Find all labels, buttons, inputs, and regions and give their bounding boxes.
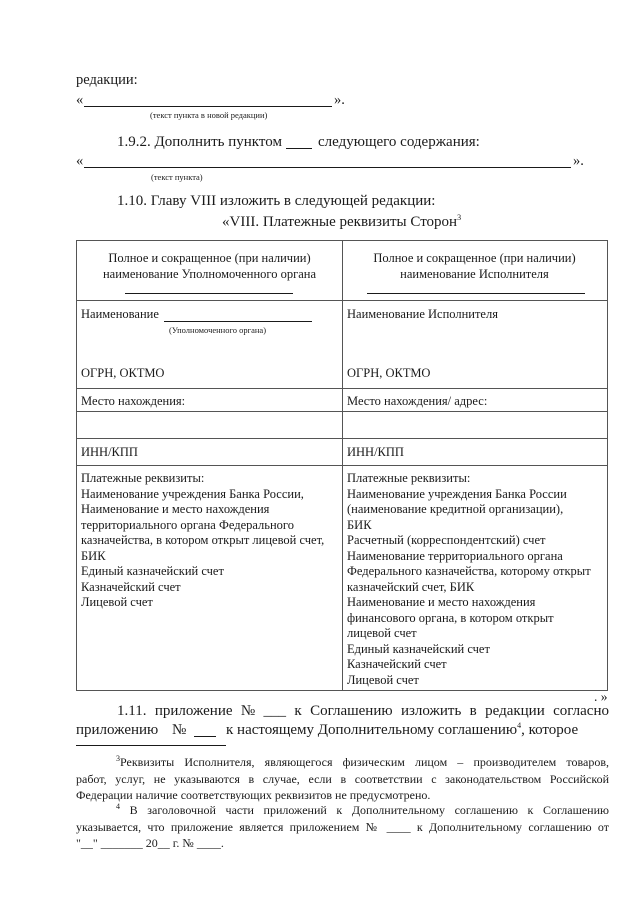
paragraph-1-9-2-a: 1.9.2. Дополнить пунктом [117,134,282,150]
left-header-line-1: Полное и сокращенное (при наличии) [108,251,311,265]
right-payment-line: лицевой счет [347,626,417,640]
p111-word: приложение [154,703,233,719]
text-redaktsii: редакции: [76,72,138,88]
right-payment-line: Расчетный (корреспондентский) счет [347,533,546,547]
right-payment-line: Платежные реквизиты: [347,471,471,485]
footnote-4-mark: 4 [116,802,120,811]
blank-line-1 [84,106,332,107]
footnote-4-line-1: В заголовочной части приложений к Дополнительному соглашению к Соглашению [129,803,609,817]
left-header-blank [125,293,293,294]
right-payment-line: Лицевой счет [347,672,419,687]
left-ogrn: ОГРН, ОКТМО [81,366,165,380]
p111-word: в [469,703,477,719]
left-payment-line: территориального органа Федерального [81,517,294,532]
p111-word: изложить [400,703,462,719]
table-row-divider [77,465,607,466]
left-address: Место нахождения: [81,394,186,408]
p111-word: ___ [263,703,287,719]
p111-word: Соглашению [310,703,393,719]
paragraph-1-9-2-b: следующего содержания: [318,134,480,150]
left-payment-line: Казначейский счет [81,579,181,594]
footnote-3-line-1: Реквизиты Исполнителя, являющегося физическим лицом – производителем товаров, [120,755,609,769]
left-payment-line: Единый казначейский счет [81,564,224,578]
left-payment-line: Наименование учреждения Банка России, [81,486,304,501]
p111-line2-c [226,722,578,739]
footnote-3-line [76,754,609,771]
right-payment-line: Единый казначейский счет [347,641,490,656]
left-header [77,251,342,282]
left-header-line-2: наименование Уполномоченного органа [102,266,317,281]
right-inn: ИНН/КПП [347,445,404,459]
paragraph-1-10: 1.10. Главу VIII изложить в следующей редакции: [117,193,436,209]
left-name-blank [164,321,312,322]
right-address: Место нахождения/ адрес: [347,394,488,408]
left-payment-line: БИК [81,548,106,563]
right-ogrn: ОГРН, ОКТМО [347,366,431,380]
right-payment-line: Наименование и место нахождения [347,595,536,609]
table-row-divider [77,411,607,412]
footnote-3 [76,754,609,804]
blank-line-2 [84,167,571,168]
caption-point-text: (текст пункта) [151,172,203,182]
footnote-4-line-3: "__" _______ 20__ г. № ____. [76,836,224,850]
paragraph-1-11-line-1 [117,703,609,720]
left-payment-details [81,471,324,611]
p111-word: 1.11. [117,703,147,719]
footnote-3-line-2: работ, услуг, не указываются в случае, если в соответствии с законодательством Российской [76,771,609,786]
right-payment-line: казначейский счет, БИК [347,579,475,594]
quote-close-2: ». [573,153,584,169]
footnote-3-mark: 3 [116,754,120,763]
right-payment-line: Федерального казначейства, которому открыт [347,564,591,578]
p111-line2-c-text: к настоящему Дополнительному соглашению [226,722,518,738]
right-header [342,251,607,282]
footnote-4-line [76,802,609,819]
right-payment-line: финансового органа, в котором открыт [347,610,554,625]
table-row-divider [77,438,607,439]
p111-word: № [240,703,256,719]
right-payment-line: БИК [347,517,372,532]
right-header-blank [367,293,585,294]
right-payment-details [347,471,591,688]
right-header-line-1: Полное и сокращенное (при наличии) [373,251,576,265]
left-payment-line: Наименование и место нахождения [81,502,270,516]
right-payment-line: Наименование учреждения Банка России [347,486,567,501]
quote-open-1: « [76,92,84,108]
p111-line2-d: , которое [521,722,579,738]
chapter-title [222,214,461,231]
table-row-divider [77,388,607,389]
left-name-caption: (Уполномоченного органа) [169,325,267,335]
payment-details-table [76,240,608,691]
left-payment-line: Лицевой счет [81,595,153,609]
right-payment-line: Наименование территориального органа [347,548,563,563]
footnote-3-line-3: Федерации наличие соответствующих реквизитов не предусмотрено. [76,788,431,802]
right-header-line-2: наименование Исполнителя [400,266,549,281]
p111-line2-a: приложению [76,722,159,738]
blank-appendix-number [194,736,216,737]
table-row-divider [77,300,607,301]
table-close-mark: . » [594,689,608,704]
quote-close-1: ». [334,92,345,108]
right-payment-line: Казначейский счет [347,657,447,671]
p111-line2-b: № [172,722,187,738]
p111-word: редакции [485,703,545,719]
footnote-4 [76,802,609,852]
quote-open-2: « [76,153,84,169]
footnote-separator [76,745,226,746]
right-name-label: Наименование Исполнителя [347,307,498,321]
p111-word: согласно [553,703,609,719]
left-payment-line: Платежные реквизиты: [81,471,205,485]
caption-new-edition: (текст пункта в новой редакции) [150,110,268,120]
right-payment-line: (наименование кредитной организации), [347,502,564,516]
left-name-label: Наименование [81,307,159,321]
footnote-ref-4: 4 [517,721,522,730]
footnote-4-line-2: указывается, что приложение является приложением № ____ к Дополнительному соглашению от [76,819,609,834]
p111-word: к [294,703,302,719]
left-inn: ИНН/КПП [81,445,138,459]
left-payment-line: казначейства, в котором открыт лицевой счет, [81,533,325,547]
chapter-title-text: «VIII. Платежные реквизиты Сторон [222,214,458,230]
footnote-ref-3: 3 [457,213,462,222]
blank-point-number [286,148,312,149]
